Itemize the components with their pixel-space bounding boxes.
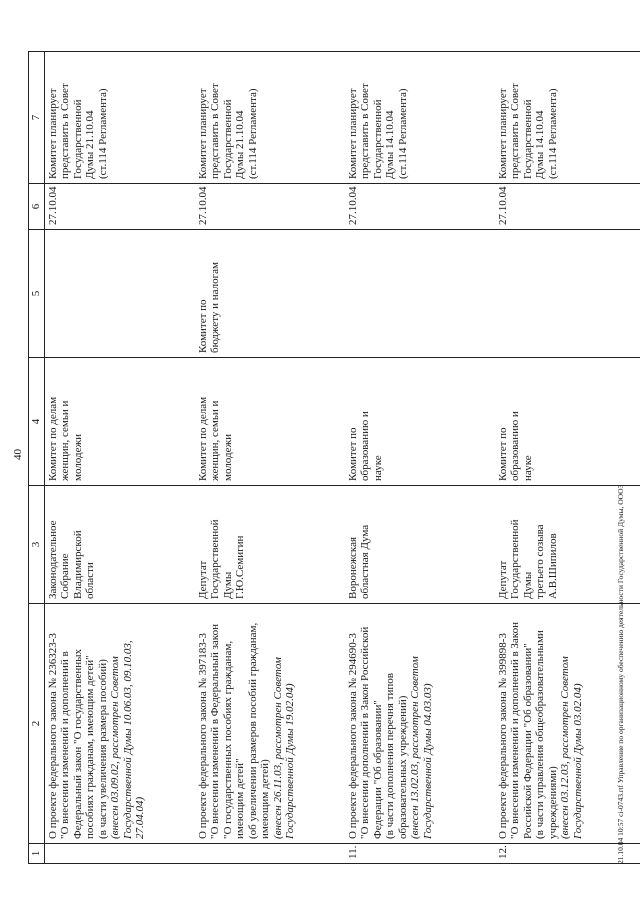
decision-line: Думы 21.10.04	[234, 110, 246, 179]
bill-note-line: (внесен 03.09.02, рассмотрен Советом	[109, 656, 121, 839]
bill-note-line: Государственной Думы 19.02.04)	[284, 683, 296, 839]
bill-text-line: "О внесении изменений и дополнений в Закон	[509, 622, 521, 839]
bill-text-line: (об увеличении размеров пособий гражданам,	[246, 622, 259, 839]
decision-line: представить в Совет	[59, 83, 71, 179]
decision-line: (ст.114 Регламента)	[396, 88, 409, 179]
bill-note-line: (внесен 13.02.03, рассмотрен Советом	[409, 656, 421, 839]
bill-text-line: (в части управления общеобразовательными	[534, 630, 546, 839]
bill-note-line: (внесен 26.11.03, рассмотрен Советом	[271, 657, 284, 839]
page-number: 40	[12, 449, 24, 460]
row-number	[195, 844, 345, 864]
decision-line: представить в Совет	[209, 83, 221, 179]
bill-text-line: образовательных учреждений)	[396, 695, 409, 839]
deadline-date: 27.10.04	[195, 184, 345, 230]
author-line: третьего созыва	[534, 524, 546, 599]
bill-text-line: Федеральный закон "О государственных	[71, 648, 84, 839]
bill-note-line: Государственной Думы 04.03.03)	[421, 683, 434, 839]
bill-text-line: "О внесении дополнений в Закон Российской	[359, 626, 371, 839]
table-row	[195, 52, 345, 864]
author-line: Депутат	[196, 560, 209, 599]
decision-line: Государственной	[71, 99, 84, 179]
col-header-2: 2	[29, 604, 45, 844]
bill-title: О проекте федерального закона № 236323-3	[46, 633, 59, 839]
bill-text-line: (в части увеличения размера пособий)	[96, 659, 109, 839]
decision-line: (ст.114 Регламента)	[246, 88, 259, 179]
decision-line: Думы 14.10.04	[384, 110, 396, 179]
column-number-row	[29, 52, 45, 864]
author-line: Законодательное	[46, 520, 59, 599]
author-line: Г.Ю.Семигин	[234, 535, 246, 599]
committee-decision	[44, 52, 195, 184]
bill-text-line: Российской Федерации "Об образовании"	[521, 643, 534, 839]
author-line: Депутат	[496, 560, 509, 599]
deadline-date: 27.10.04	[44, 184, 195, 230]
committee-line: молодежи	[221, 434, 234, 481]
decision-line: Думы 14.10.04	[534, 110, 546, 179]
committee-line: Комитет по делам	[196, 396, 209, 481]
author-line: Государственной	[209, 519, 221, 599]
bill-description	[345, 604, 495, 844]
decision-line: Комитет планирует	[196, 88, 209, 179]
row-number: 11.	[345, 844, 495, 864]
author-line: Думы	[221, 571, 234, 599]
responsible-committee	[345, 358, 495, 486]
row-number	[44, 844, 195, 864]
bill-text-line: имеющим детей"	[234, 758, 246, 839]
committee-line: образованию и	[359, 411, 371, 481]
decision-line: представить в Совет	[359, 83, 371, 179]
deadline-date: 27.10.04	[495, 184, 640, 230]
bill-text-line: (в части дополнения перечня типов	[384, 673, 396, 839]
bill-note-line: Государственной Думы 10.06.03, 09.10.03,	[121, 640, 134, 839]
responsible-committee	[44, 358, 195, 486]
author-line: Государственной	[509, 519, 521, 599]
decision-line: Государственной	[521, 99, 534, 179]
decision-line: Комитет планирует	[346, 88, 359, 179]
col-header-5: 5	[29, 230, 45, 358]
bill-description	[44, 604, 195, 844]
bill-author	[345, 486, 495, 604]
deadline-date: 27.10.04	[345, 184, 495, 230]
bill-title: О проекте федерального закона № 397183-3	[196, 633, 209, 839]
bill-text-line: учреждениями)	[546, 766, 559, 839]
committee-line: женщин, семьи и	[209, 400, 221, 481]
bill-title: О проекте федерального закона № 399898-3	[496, 633, 509, 839]
col-header-1: 1	[29, 844, 45, 864]
bill-text-line: имеющим детей)	[259, 759, 271, 839]
bill-text-line: пособиях гражданам, имеющим детей"	[84, 655, 96, 839]
author-line: областная Дума	[359, 524, 371, 599]
author-line: Владимирской	[71, 530, 84, 599]
committee-line: Комитет по делам	[46, 396, 59, 481]
author-line: Думы	[521, 571, 534, 599]
bill-note-line: 27.04.04)	[134, 796, 146, 839]
committee-line: науке	[521, 455, 534, 481]
bill-text-line: "О внесении изменений и дополнений в	[59, 651, 71, 839]
col-header-7: 7	[29, 52, 45, 184]
co-executor-committee	[345, 230, 495, 358]
bill-note-line: (внесен 03.12.03, рассмотрен Советом	[559, 656, 571, 839]
decision-line: Думы 21.10.04	[84, 110, 96, 179]
bill-description	[195, 604, 345, 844]
document-footer: 21.10.04 10:57 ci-0743.rtf Управление по организационному обеспечению деятельности Государственной Думы, ООО3	[616, 484, 625, 864]
co-executor-committee	[195, 230, 345, 358]
row-number: 12.	[495, 844, 640, 864]
author-line: Собрание	[59, 553, 71, 599]
author-line: А.В.Шипилов	[546, 533, 559, 599]
col-header-4: 4	[29, 358, 45, 486]
decision-line: представить в Совет	[509, 83, 521, 179]
committee-line: Комитет по	[496, 427, 509, 481]
committee-decision	[345, 52, 495, 184]
committee-line: женщин, семьи и	[59, 400, 71, 481]
table-row	[44, 52, 195, 864]
bill-text-line: Федерации "Об образовании"	[371, 700, 384, 839]
bill-text-line: "О государственных пособиях гражданам,	[221, 640, 234, 839]
committee-line: молодежи	[71, 434, 84, 481]
decision-line: (ст.114 Регламента)	[546, 88, 559, 179]
co-committee-line: бюджету и налогам	[209, 262, 221, 353]
author-line: Воронежская	[346, 536, 359, 599]
bill-author	[44, 486, 195, 604]
col-header-3: 3	[29, 486, 45, 604]
committee-line: науке	[371, 455, 384, 481]
decision-line: Государственной	[221, 99, 234, 179]
bill-register-table	[28, 51, 640, 864]
bill-author	[195, 486, 345, 604]
responsible-committee	[195, 358, 345, 486]
committee-line: образованию и	[509, 411, 521, 481]
decision-line: Комитет планирует	[496, 88, 509, 179]
committee-decision	[195, 52, 345, 184]
co-executor-committee	[44, 230, 195, 358]
bill-note-line: Государственной Думы 03.02.04)	[571, 683, 584, 839]
committee-line: Комитет по	[346, 427, 359, 481]
author-line: области	[84, 562, 96, 599]
co-committee-line: Комитет по	[196, 299, 209, 353]
table-row	[345, 52, 495, 864]
col-header-6: 6	[29, 184, 45, 230]
bill-title: О проекте федерального закона № 294690-3	[346, 633, 359, 839]
decision-line: Комитет планирует	[46, 88, 59, 179]
decision-line: Государственной	[371, 99, 384, 179]
bill-text-line: "О внесении изменений в Федеральный закон	[209, 624, 221, 839]
decision-line: (ст.114 Регламента)	[96, 88, 109, 179]
